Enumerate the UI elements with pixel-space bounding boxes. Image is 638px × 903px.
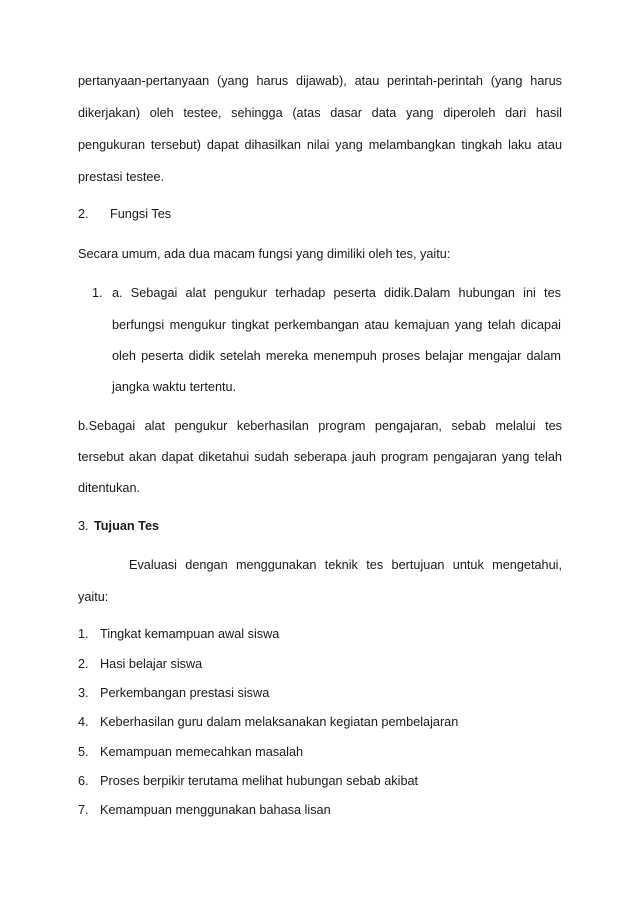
section-title: Fungsi Tes — [110, 207, 172, 221]
list-number: 4. — [78, 715, 89, 729]
paragraph-line: pertanyaan-pertanyaan (yang harus dijawab), atau perintah-perintah (yang harus — [78, 74, 562, 88]
list-item-line: a. Sebagai alat pengukur terhadap peserta didik.Dalam hubungan ini tes — [112, 286, 561, 300]
list-number: 3. — [78, 686, 89, 700]
paragraph-line: dikerjakan) oleh testee, sehingga (atas dasar data yang diperoleh dari hasil — [78, 106, 562, 120]
list-number: 1. — [78, 627, 89, 641]
list-item: Kemampuan memecahkan masalah — [100, 745, 304, 759]
list-item: Keberhasilan guru dalam melaksanakan kegiatan pembelajaran — [100, 715, 459, 729]
paragraph-line: prestasi testee. — [78, 170, 165, 184]
list-item: Proses berpikir terutama melihat hubungan sebab akibat — [100, 774, 419, 788]
list-item: Tingkat kemampuan awal siswa — [100, 627, 280, 641]
paragraph-line: yaitu: — [78, 590, 109, 604]
list-number: 1. — [92, 286, 103, 300]
list-item-line: berfungsi mengukur tingkat perkembangan atau kemajuan yang telah dicapai — [112, 318, 561, 332]
paragraph-line: pengukuran tersebut) dapat dihasilkan nilai yang melambangkan tingkah laku atau — [78, 138, 562, 152]
list-number: 2. — [78, 657, 89, 671]
paragraph-line: b.Sebagai alat pengukur keberhasilan program pengajaran, sebab melalui tes — [78, 419, 562, 433]
list-item: Perkembangan prestasi siswa — [100, 686, 270, 700]
list-number: 6. — [78, 774, 89, 788]
paragraph-line: ditentukan. — [78, 481, 141, 495]
list-item-line: oleh peserta didik setelah mereka menempuh proses belajar mengajar dalam — [112, 349, 561, 363]
list-item: Hasi belajar siswa — [100, 657, 203, 671]
section-number: 2. — [78, 207, 89, 221]
section-title — [94, 518, 159, 534]
list-number: 7. — [78, 803, 89, 817]
list-item: Kemampuan menggunakan bahasa lisan — [100, 803, 331, 817]
paragraph-line: tersebut akan dapat diketahui sudah seberapa jauh program pengajaran yang telah — [78, 450, 562, 464]
section-intro: Secara umum, ada dua macam fungsi yang dimiliki oleh tes, yaitu: — [78, 247, 451, 261]
list-number: 5. — [78, 745, 89, 759]
section-number: 3. — [78, 519, 89, 533]
section-title-bold: Tujuan Tes — [94, 519, 160, 533]
list-item-line: jangka waktu tertentu. — [112, 380, 237, 394]
paragraph-line: Evaluasi dengan menggunakan teknik tes bertujuan untuk mengetahui, — [129, 558, 562, 572]
